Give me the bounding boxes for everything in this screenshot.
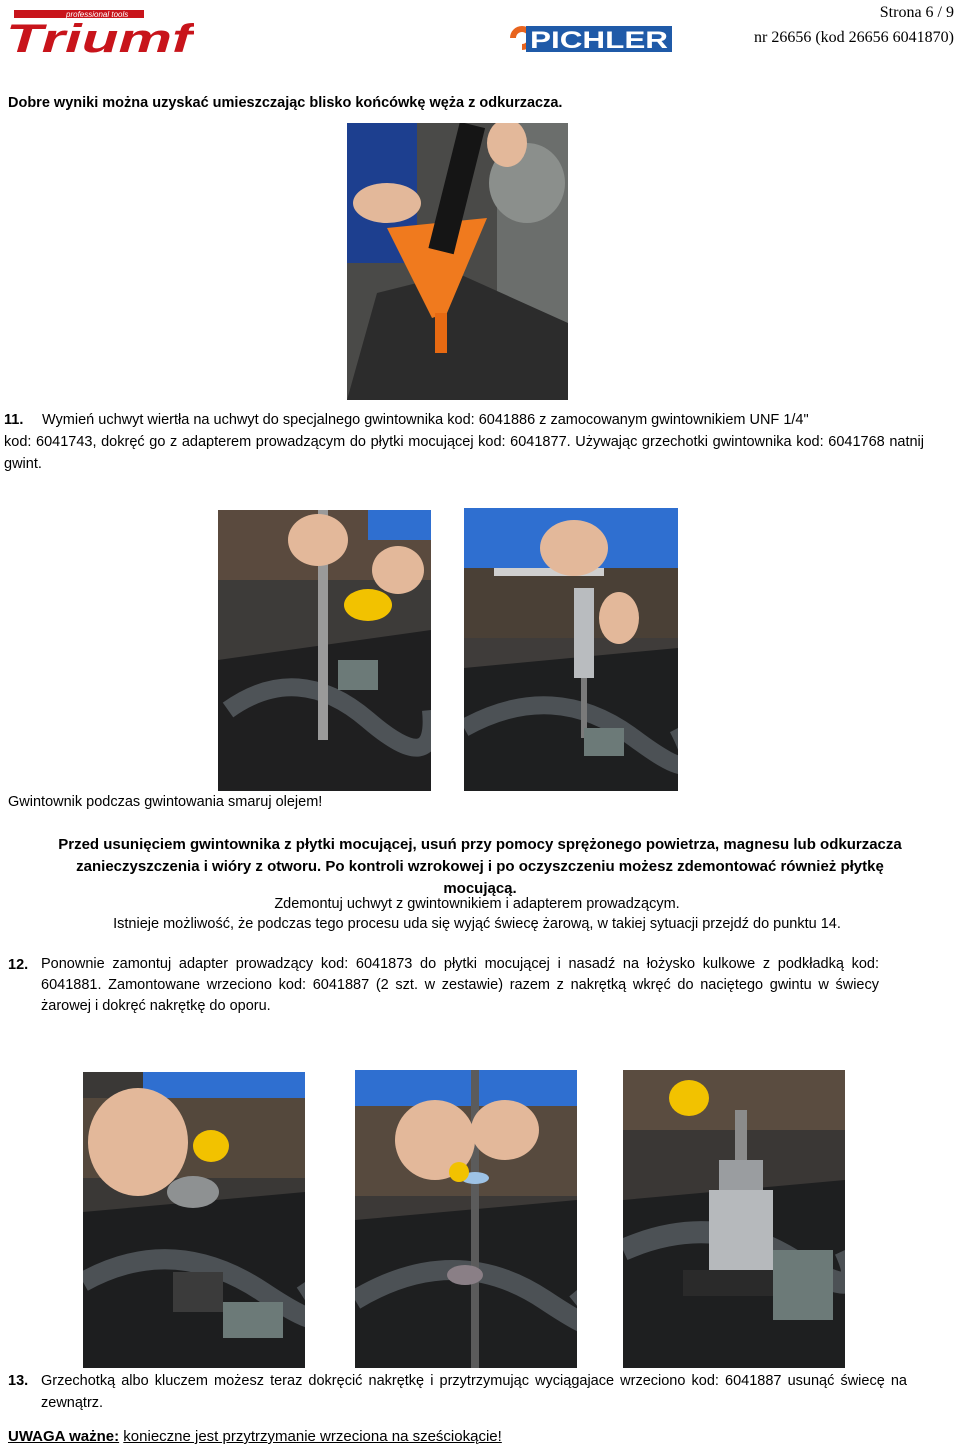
step-12-number: 12. xyxy=(8,957,29,973)
intro-note: Dobre wyniki można uzyskać umieszczając blisko końcówkę węża z odkurzacza. xyxy=(8,95,563,111)
triumf-logo xyxy=(6,8,194,54)
step-11-caption: Gwintownik podczas gwintowania smaruj olejem! xyxy=(8,794,323,810)
photo-spindle-insertion xyxy=(355,1070,577,1368)
footer-warning-label: UWAGA ważne: xyxy=(8,1428,120,1445)
step-13-text: Grzechotką albo kluczem możesz teraz dokręcić nakrętkę i przytrzymując wyciągajace wrzeciono kod: 6041887 usunąć świecę na zewnątrz. xyxy=(41,1373,907,1411)
svg-text:PICHLER: PICHLER xyxy=(530,27,668,54)
cleaning-warning: Przed usunięciem gwintownika z płytki mocującej, usuń przy pomocy sprężonego powietrza, magnesu lub odkurzacza zanieczyszczenia i wióry z otworu. Po kontroli wzrokowej i po oczyszczeniu możesz zdemontować również płytkę mocującą. xyxy=(58,836,902,897)
step-11-text-line1: Wymień uchwyt wiertła na uchwyt do specjalnego gwintownika kod: 6041886 z zamocowanym gwintownikiem UNF 1/4" xyxy=(42,412,809,428)
step-11-line1 xyxy=(4,409,956,431)
remove-holder-note: Zdemontuj uchwyt z gwintownikiem i adapterem prowadzącym. xyxy=(274,896,680,912)
photo-ratchet-tapping xyxy=(464,508,678,791)
photo-bearing-washer xyxy=(83,1072,305,1368)
photo-nut-tightened xyxy=(623,1070,845,1368)
step-11-text-rest: kod: 6041743, dokręć go z adapterem prowadzącym do płytki mocującej kod: 6041877. Używając grzechotki gwintownika kod: 6041768 natnij gwint. xyxy=(4,434,924,472)
document-reference: nr 26656 (kod 26656 6041870) xyxy=(754,29,954,46)
footer-warning xyxy=(8,1426,502,1448)
photo-tapping-thread xyxy=(218,510,431,791)
step-11-number: 11. xyxy=(4,412,24,428)
glow-plug-note: Istnieje możliwość, że podczas tego procesu uda się wyjąć świecę żarową, w takiej sytuacji przejdź do punktu 14. xyxy=(113,916,841,932)
footer-warning-text: konieczne jest przytrzymanie wrzeciona na sześciokącie! xyxy=(123,1428,502,1445)
svg-text:professional tools: professional tools xyxy=(66,10,129,19)
photo-funnel-cleaning xyxy=(347,123,568,400)
pichler-logo xyxy=(506,22,674,54)
page-number: Strona 6 / 9 xyxy=(879,4,954,21)
svg-text:Triumf: Triumf xyxy=(6,17,194,54)
step-12-text: Ponownie zamontuj adapter prowadzący kod: 6041873 do płytki mocującej i nasadź na łożysko kulkowe z podkładką kod: 6041881. Zamontowane wrzeciono kod: 6041887 (2 szt. w zestawie) razem z nakrętką wkręć do naciętego gwintu w świecy żarowej i dokręć nakrętkę do oporu. xyxy=(41,956,879,1014)
step-13-number: 13. xyxy=(8,1373,29,1389)
